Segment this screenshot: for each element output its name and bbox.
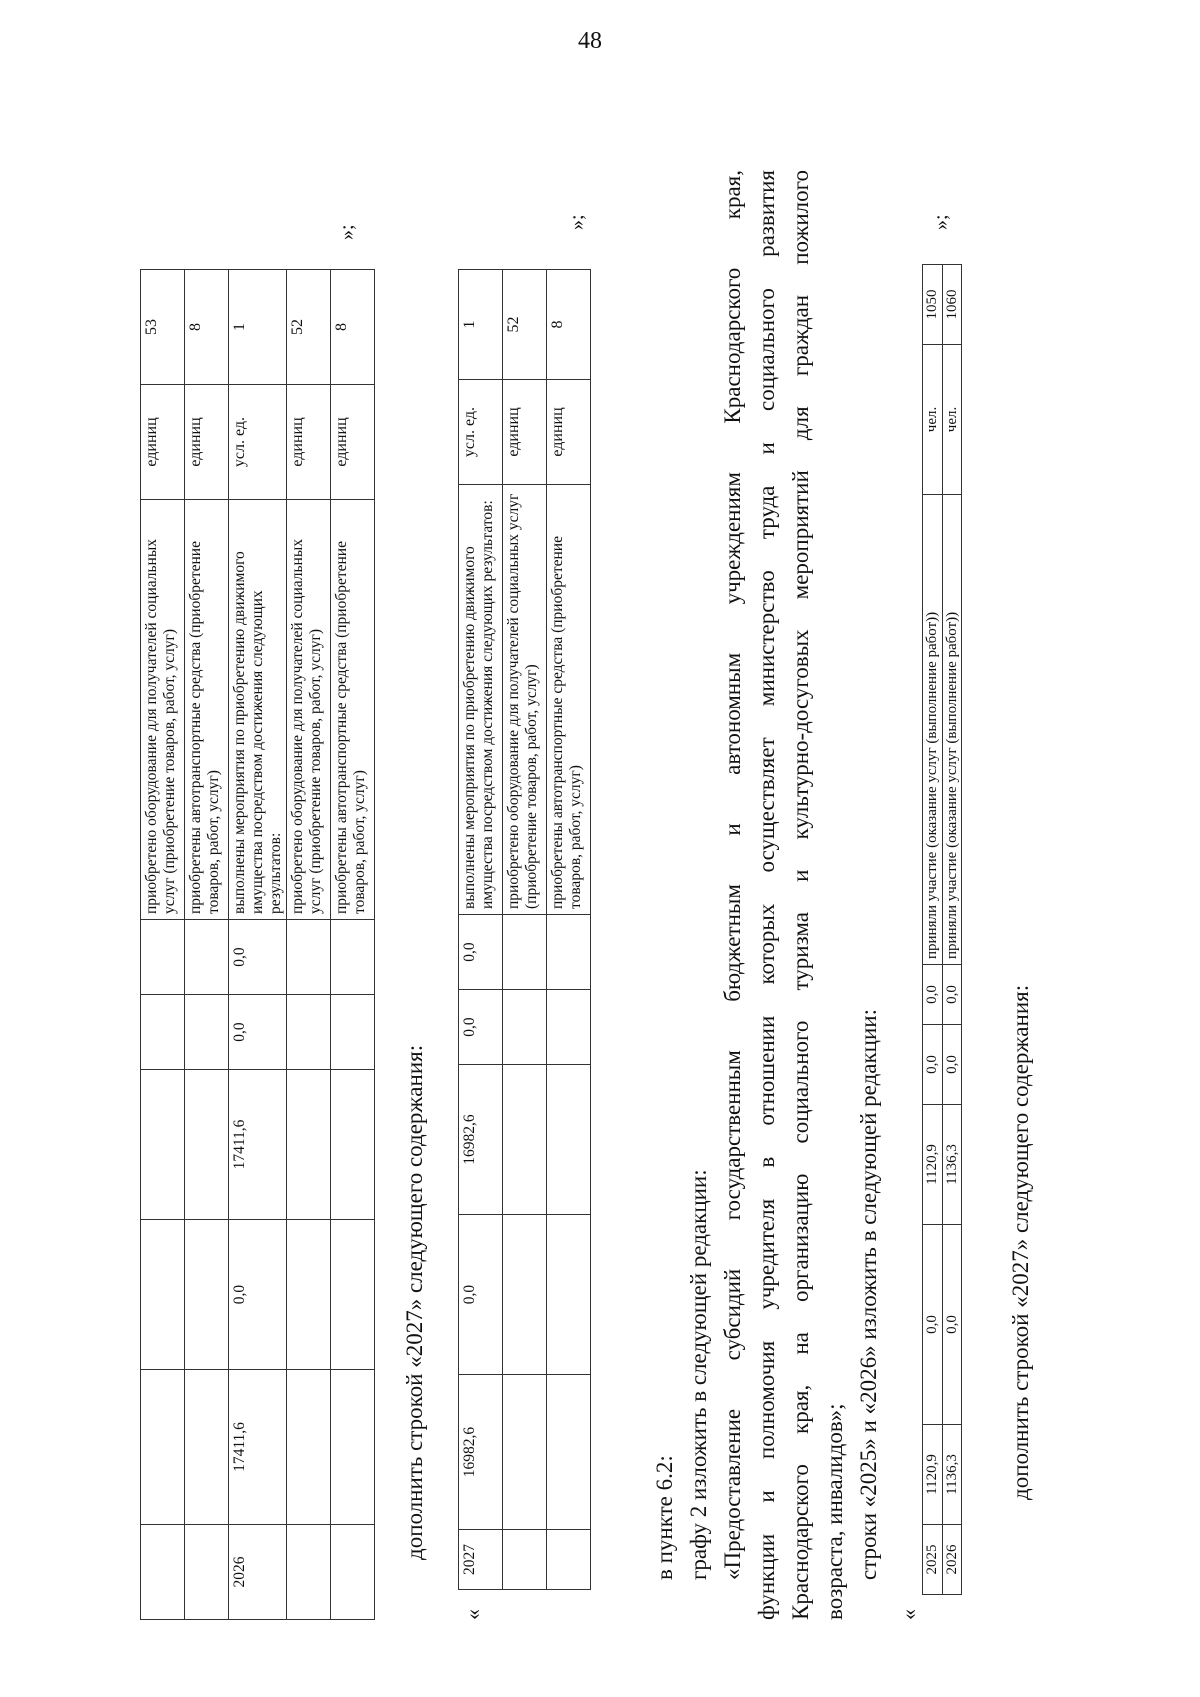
cell-value: 8 [547, 270, 591, 380]
rotated-content [140, 130, 1100, 1620]
cell: 16982,6 [459, 1065, 503, 1215]
cell [547, 1375, 591, 1530]
table3 [922, 264, 962, 1595]
paragraph-point: в пункте 6.2: [652, 1455, 677, 1580]
cell: 17411,6 [229, 1370, 287, 1525]
instruction-line: дополнить строкой «2027» следующего содержания: [1008, 984, 1033, 1500]
table-row [287, 270, 331, 1620]
cell-year: 2026 [229, 1525, 287, 1620]
cell [185, 1070, 229, 1220]
cell-year [547, 1530, 591, 1590]
cell-value: 1 [229, 270, 287, 385]
cell: 0,0 [459, 915, 503, 990]
cell: 0,0 [942, 965, 962, 1025]
cell [547, 1215, 591, 1375]
cell-year: 2027 [459, 1530, 503, 1590]
cell-value: 52 [503, 270, 547, 380]
table-row [331, 270, 375, 1620]
cell [503, 1215, 547, 1375]
cell [331, 995, 375, 1070]
cell-unit: единиц [287, 385, 331, 500]
cell [331, 1370, 375, 1525]
cell [503, 1375, 547, 1530]
closing-quote: »; [336, 224, 358, 240]
cell [141, 1370, 185, 1525]
cell [547, 990, 591, 1065]
cell: 1120,9 [923, 1105, 943, 1225]
cell [141, 1070, 185, 1220]
cell: 16982,6 [459, 1375, 503, 1530]
paragraph-instruction: графу 2 изложить в следующей редакции: [686, 1169, 711, 1580]
cell-description: приобретено оборудование для получателей социальных услуг (приобретение товаров, работ, услуг) [287, 500, 331, 920]
cell-unit: чел. [923, 345, 943, 495]
cell [547, 1065, 591, 1215]
cell-year: 2025 [923, 1525, 943, 1595]
table2-block [458, 100, 591, 1590]
cell: 0,0 [229, 1220, 287, 1370]
cell-year [331, 1525, 375, 1620]
cell [287, 1070, 331, 1220]
cell-value: 8 [331, 270, 375, 385]
cell: 1120,9 [923, 1425, 943, 1525]
paragraph-instruction: строки «2025» и «2026» изложить в следующей редакции: [856, 1009, 881, 1580]
table-row [942, 265, 962, 1595]
cell: 17411,6 [229, 1070, 287, 1220]
cell-description: приобретены автотранспортные средства (приобретение товаров, работ, услуг) [331, 500, 375, 920]
cell: 1136,3 [942, 1105, 962, 1225]
cell: 0,0 [459, 990, 503, 1065]
table3-block [922, 105, 962, 1595]
table1-block [140, 130, 375, 1620]
cell-value: 8 [185, 270, 229, 385]
cell-description: приобретены автотранспортные средства (приобретение товаров, работ, услуг) [547, 485, 591, 915]
page-number: 48 [578, 28, 602, 54]
cell-year [141, 1525, 185, 1620]
cell [287, 995, 331, 1070]
cell [185, 995, 229, 1070]
opening-quote: « [460, 1609, 485, 1620]
cell-year [185, 1525, 229, 1620]
cell-year [287, 1525, 331, 1620]
cell-unit: единиц [547, 380, 591, 485]
cell: 0,0 [923, 965, 943, 1025]
table-row [503, 270, 547, 1590]
cell-description: приобретено оборудование для получателей социальных услуг (приобретение товаров, работ, услуг) [141, 500, 185, 920]
cell [503, 1065, 547, 1215]
cell-unit: единиц [331, 385, 375, 500]
cell [141, 995, 185, 1070]
paragraph-text: возраста, инвалидов»; [822, 1403, 847, 1620]
cell-unit: чел. [942, 345, 962, 495]
cell [503, 915, 547, 990]
opening-quote: « [896, 1609, 921, 1620]
cell-unit: усл. ед. [229, 385, 287, 500]
cell: 0,0 [942, 1225, 962, 1425]
cell: 0,0 [942, 1025, 962, 1105]
cell [331, 920, 375, 995]
cell: 1136,3 [942, 1425, 962, 1525]
cell [185, 1370, 229, 1525]
cell: 0,0 [923, 1225, 943, 1425]
table-row [459, 270, 503, 1590]
cell [287, 1370, 331, 1525]
paragraph-text: функции и полномочия учредителя в отношении которых осуществляет министерство труда и социального развития [754, 170, 779, 1620]
cell-year [503, 1530, 547, 1590]
cell-unit: единиц [141, 385, 185, 500]
cell [185, 920, 229, 995]
cell-value: 1060 [942, 265, 962, 345]
instruction-line: дополнить строкой «2027» следующего содержания: [402, 1044, 427, 1560]
cell-unit: единиц [185, 385, 229, 500]
table-row [229, 270, 287, 1620]
table1 [140, 269, 375, 1620]
cell-unit: усл. ед. [459, 380, 503, 485]
cell: 0,0 [923, 1025, 943, 1105]
table-row [547, 270, 591, 1590]
cell-description: выполнены мероприятия по приобретению движимого имущества посредством достижения следующих результатов: [229, 500, 287, 920]
cell-value: 52 [287, 270, 331, 385]
cell-value: 1050 [923, 265, 943, 345]
paragraph-text: «Предоставление субсидий государственным бюджетным и автономным учреждениям Краснодарского края, [720, 170, 745, 1580]
cell [185, 1220, 229, 1370]
cell-description: выполнены мероприятия по приобретению движимого имущества посредством достижения следующих результатов: [459, 485, 503, 915]
cell: 0,0 [459, 1215, 503, 1375]
cell [331, 1070, 375, 1220]
cell [547, 915, 591, 990]
cell-description: приобретено оборудование для получателей социальных услуг (приобретение товаров, работ, услуг) [503, 485, 547, 915]
cell [503, 990, 547, 1065]
cell-year: 2026 [942, 1525, 962, 1595]
cell [287, 1220, 331, 1370]
cell: 0,0 [229, 920, 287, 995]
cell: 0,0 [229, 995, 287, 1070]
table-row [141, 270, 185, 1620]
closing-quote: »; [566, 214, 588, 230]
cell-unit: единиц [503, 380, 547, 485]
cell-value: 53 [141, 270, 185, 385]
table2 [458, 269, 591, 1590]
table-row [185, 270, 229, 1620]
cell [141, 1220, 185, 1370]
cell [287, 920, 331, 995]
closing-quote: »; [930, 214, 952, 230]
cell [141, 920, 185, 995]
cell-description: приобретены автотранспортные средства (приобретение товаров, работ, услуг) [185, 500, 229, 920]
cell-description: приняли участие (оказание услуг (выполнение работ)) [942, 495, 962, 965]
cell-description: приняли участие (оказание услуг (выполнение работ)) [923, 495, 943, 965]
cell [331, 1220, 375, 1370]
paragraph-text: Краснодарского края, на организацию социального туризма и культурно-досуговых мероприятий для граждан пожилого [788, 170, 813, 1620]
cell-value: 1 [459, 270, 503, 380]
table-row [923, 265, 943, 1595]
